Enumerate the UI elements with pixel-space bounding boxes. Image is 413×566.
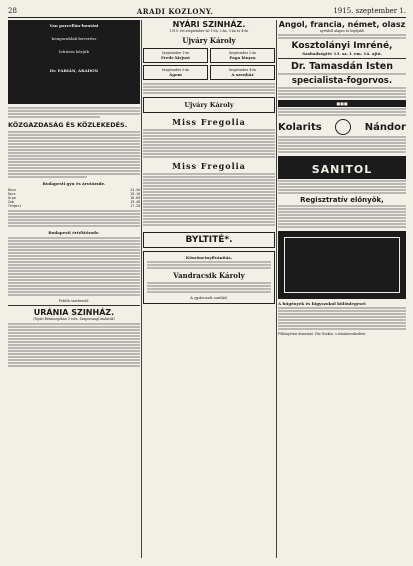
teacher-address: Szabadságtér 13. sz. I. em. 14. ajtó. (302, 51, 382, 56)
performer-box: Ujváry Károly (143, 97, 275, 113)
page-header (8, 5, 406, 18)
theater-dates: 1915. évi szeptember hó 1-én, 2-án, 3-án és 4-én (169, 29, 249, 33)
store-advertisement (278, 231, 406, 299)
market-title: Budapesti gyu és árutőzsde. (42, 181, 106, 186)
program-grid (143, 48, 275, 80)
thanks-notice (143, 251, 275, 304)
price-table (8, 188, 140, 208)
table-row: Árpa 18.60 (8, 196, 140, 200)
signature: A gyárosok szalád. (190, 295, 228, 300)
column-left (8, 20, 140, 368)
person-name: Vandracsik Károly (173, 271, 245, 280)
program-box: Szeptember 4-én A szenház (210, 65, 275, 80)
nandor-name: Nándor (364, 121, 406, 133)
ad-line: Dr. FABIÁN, ARADON (49, 68, 99, 73)
issue-date: 1915. szeptember 1. (333, 7, 406, 15)
language-ad-subtitle: nyelvből alapos és legújabb (319, 29, 365, 33)
ad-line: hengerablak-beverész (51, 36, 97, 41)
teacher-name: Kosztolányi Imréné, (291, 41, 393, 51)
section-title: KÖZGAZDASÁG ÉS KÖZLEKEDÉS. (8, 121, 128, 129)
hygiene-ad: A hűgények és higyszokul különlegesei (278, 301, 366, 306)
table-row: Búza 24.50 (8, 188, 140, 192)
ad-line: Van parcellán-bontási (49, 23, 99, 28)
sanitol-banner: SANITOL (278, 156, 406, 179)
kolarits-name: Kolarits (278, 121, 322, 133)
ad-heading: Regisztratív előnyök, (300, 196, 384, 204)
table-row: Tengeri 17.20 (8, 204, 140, 208)
parcel-advertisement (8, 20, 140, 104)
footer-note: Főkönyvtári útmutató. Dér Eszköz, s ruhakereskedése (278, 332, 366, 336)
column-middle (143, 20, 275, 304)
column-divider (141, 20, 142, 558)
table-row: Rozs 20.10 (8, 192, 140, 196)
editor-line: Felelős szerkesztő: (58, 299, 90, 303)
column-divider (276, 20, 277, 558)
theater-subtitle: (Nyári Bérmozgóban 5 este, Szaporszugi mulatók) (33, 317, 115, 321)
program-box: Szeptember 2-án Paga lányra (210, 48, 275, 63)
newspaper-title: ARADI KOZLONY. (136, 6, 214, 16)
performer-name: Miss Fregolia (172, 117, 246, 127)
emblem-icon (335, 119, 351, 135)
program-box: Szeptember 3-án Ágom (143, 65, 208, 80)
dentist-specialty: specialista-fogorvos. (291, 76, 393, 86)
performer-name: Ujváry Károly (182, 36, 236, 45)
ad-banner: ■■■ (278, 100, 406, 107)
theater-title: URÁNIA SZINHÁZ. (33, 308, 115, 317)
column-right (278, 20, 406, 336)
dentist-name: Dr. Tamasdán Isten (291, 61, 393, 72)
program-box: Szeptember 1-én Frede kirjust (143, 48, 208, 63)
language-ad-title: Angol, francia, német, olasz (278, 20, 406, 29)
notice-title: Köszönetnyilvánítás. (185, 255, 233, 260)
market-title: Budapesti értéktőzsde. (48, 230, 100, 235)
page-number: 28 (8, 7, 17, 15)
table-row: Zab 19.40 (8, 200, 140, 204)
ad-line: leírásra kérjük (59, 49, 89, 54)
theater-title: NYÁRI SZINHÁZ. (172, 20, 246, 29)
box-title: BYLTITÉ*. (143, 232, 275, 248)
kolarits-ad (278, 119, 406, 135)
performer-name: Miss Fregolia (172, 161, 246, 171)
